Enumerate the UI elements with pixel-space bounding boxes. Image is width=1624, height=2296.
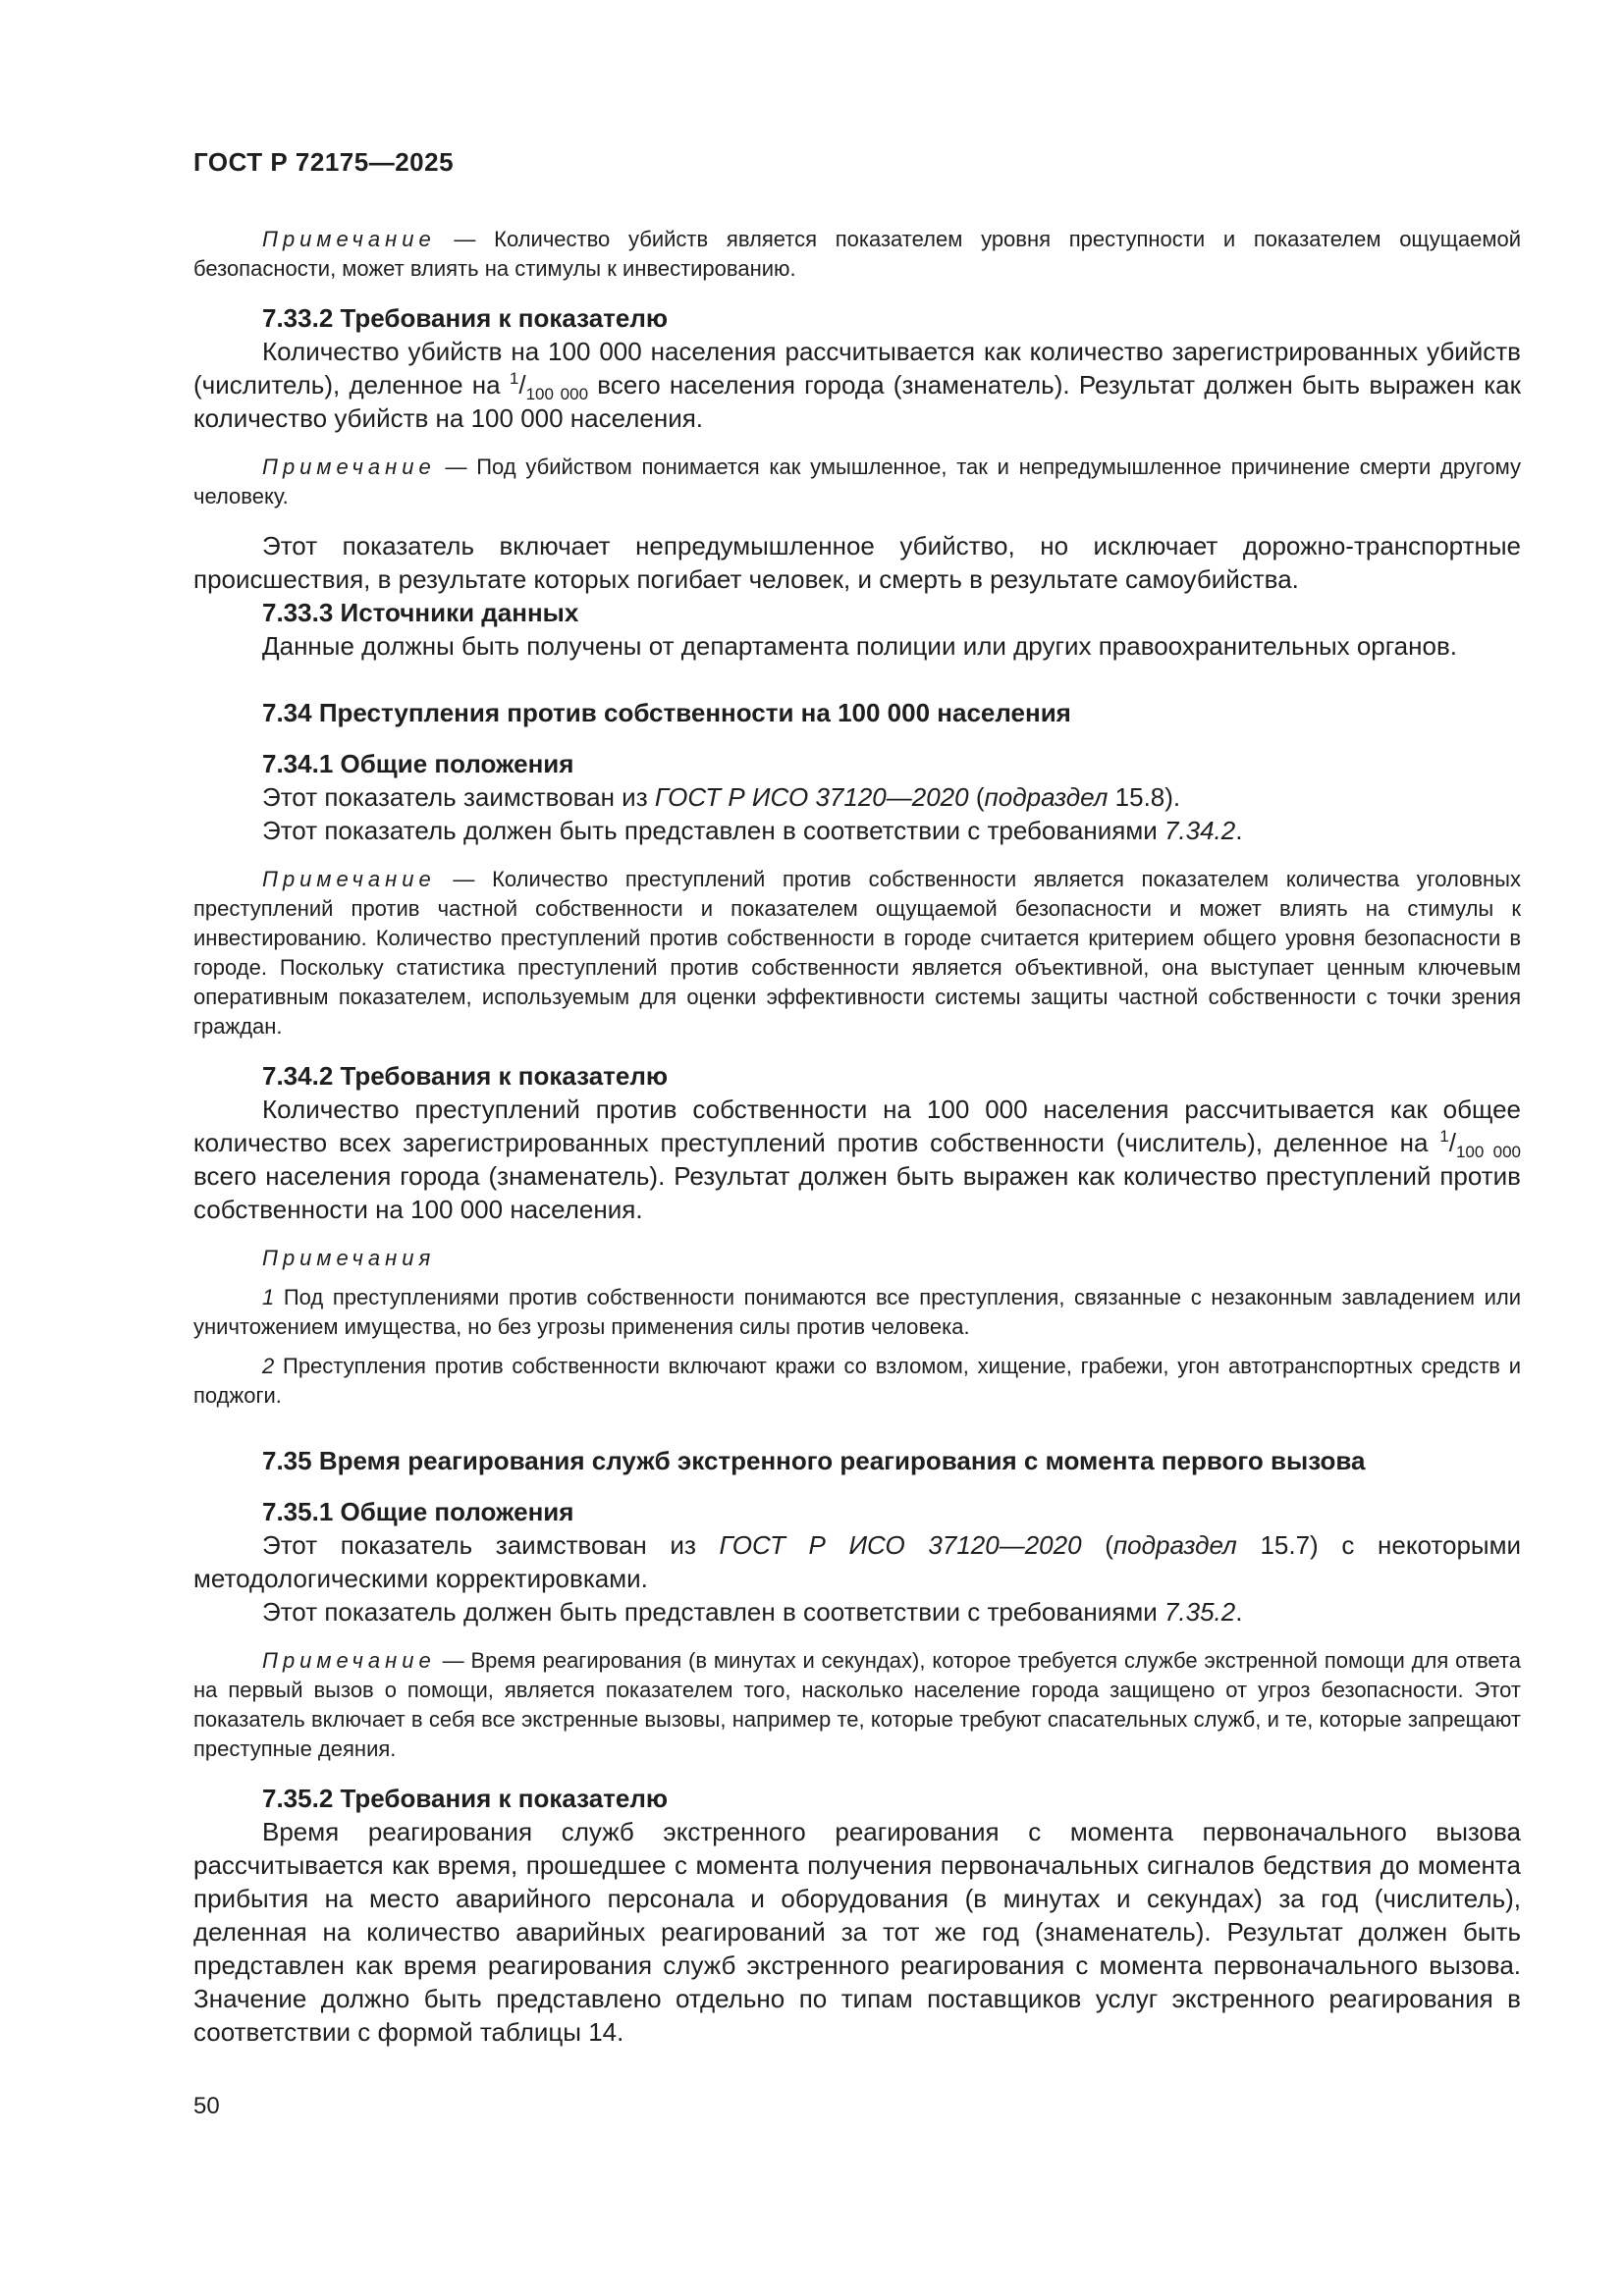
fraction [1439, 1127, 1522, 1161]
paragraph-7-35-1-2 [193, 1595, 1521, 1629]
standard-reference: ГОСТ Р ИСО 37120—2020 [719, 1530, 1082, 1560]
page-number: 50 [193, 2093, 220, 2119]
note-text: Под преступлениями против собственности понимаются все преступления, связанные с незаконным завладением или уничтожением имущества, но без угрозы применения силы против человека. [193, 1285, 1521, 1339]
note-number: 2 [262, 1354, 275, 1378]
fraction-denominator: 100 000 [525, 385, 589, 403]
note-text: Преступления против собственности включают кражи со взломом, хищение, грабежи, угон автотранспортных средств и поджоги. [193, 1354, 1521, 1408]
note-number: 1 [262, 1285, 275, 1309]
fraction-slash: / [1448, 1128, 1456, 1157]
text-run: . [1235, 816, 1243, 845]
note-label: Примечание [262, 867, 436, 891]
note-7-33-1 [193, 225, 1521, 284]
clause-reference: 7.35.2 [1164, 1597, 1236, 1627]
fraction-numerator: 1 [1439, 1127, 1449, 1146]
paragraph-7-35-2-1: Время реагирования служб экстренного реагирования с момента первоначального вызова рассчитывается как время, прошедшее с момента получения первоначальных сигналов бедствия до момента прибытия на место аварийного персонала и оборудования (в минутах и секундах) за год (числитель), деленная на количество аварийных реагирований за тот же год (знаменатель). Результат должен быть представлен как время реагирования служб экстренного реагирования с момента первоначального вызова. Значение должно быть представлено отдельно по типам поставщиков услуг экстренного реагирования в соответствии с формой таблицы 14. [193, 1817, 1521, 2047]
document-page [193, 147, 1521, 2049]
paragraph-7-35-1-1 [193, 1528, 1521, 1595]
fraction-denominator: 100 000 [1455, 1143, 1522, 1161]
note-label: Примечание [262, 454, 436, 479]
standard-reference: ГОСТ Р ИСО 37120—2020 [654, 782, 969, 812]
text-run: Этот показатель заимствован из [262, 1530, 720, 1560]
text-run: 15.7) с некоторыми методологическими корректировками. [193, 1530, 1521, 1593]
note-7-34-1 [193, 865, 1521, 1041]
notes-title: Примечания [262, 1246, 436, 1270]
note-text: — Под убийством понимается как умышленное, так и непредумышленное причинение смерти другому человеку. [193, 454, 1521, 508]
note-7-33-2 [193, 453, 1521, 511]
text-run: Этот показатель должен быть представлен в соответствии с требованиями [262, 816, 1164, 845]
heading-7-35-2: 7.35.2 Требования к показателю [262, 1784, 669, 1813]
subsection-word: подраздел [984, 782, 1109, 812]
text-run: ( [1081, 1530, 1113, 1560]
paragraph-7-34-2-1 [193, 1093, 1521, 1226]
clause-reference: 7.34.2 [1164, 816, 1236, 845]
text-run: . [1235, 1597, 1243, 1627]
text-run: Количество преступлений против собственности на 100 000 населения рассчитывается как общее количество всех зарегистрированных преступлений против собственности (числитель), деленное на [193, 1095, 1521, 1157]
paragraph-7-34-1-1 [193, 780, 1521, 814]
paragraph-7-34-1-2 [193, 814, 1521, 847]
paragraph-7-33-2-2: Этот показатель включает непредумышленное убийство, но исключает дорожно-транспортные происшествия, в результате которых погибает человек, и смерть в результате самоубийства. [193, 531, 1521, 594]
text-run: Этот показатель должен быть представлен в соответствии с требованиями [262, 1597, 1164, 1627]
document-title: ГОСТ Р 72175—2025 [193, 147, 455, 177]
text-run: всего населения города (знаменатель). Результат должен быть выражен как количество убийств на 100 000 населения. [193, 370, 1521, 433]
heading-7-34-2: 7.34.2 Требования к показателю [262, 1061, 669, 1091]
note-text: — Время реагирования (в минутах и секундах), которое требуется службе экстренной помощи для ответа на первый вызов о помощи, является показателем того, насколько население города защищено от угроз безопасности. Этот показатель включает в себя все экстренные вызовы, например те, которые требуют спасательных служб, и те, которые запрещают преступные деяния. [193, 1648, 1521, 1761]
text-run: 15.8). [1108, 782, 1181, 812]
fraction-numerator: 1 [509, 369, 519, 388]
text-run: Количество убийств на 100 000 населения рассчитывается как количество зарегистрированных убийств (числитель), деленное на [193, 337, 1521, 400]
heading-7-33-2: 7.33.2 Требования к показателю [262, 303, 669, 333]
note-7-35-1 [193, 1646, 1521, 1764]
heading-7-35: 7.35 Время реагирования служб экстренного реагирования с момента первого вызова [262, 1446, 1366, 1475]
heading-7-35-1: 7.35.1 Общие положения [262, 1497, 574, 1526]
heading-7-34-1: 7.34.1 Общие положения [262, 749, 574, 778]
fraction [509, 369, 589, 403]
text-run: всего населения города (знаменатель). Результат должен быть выражен как количество преступлений против собственности на 100 000 населения. [193, 1161, 1521, 1224]
subsection-word: подраздел [1112, 1530, 1237, 1560]
paragraph-7-33-2-1 [193, 335, 1521, 435]
paragraph-7-33-3-1: Данные должны быть получены от департамента полиции или других правоохранительных органов. [262, 631, 1457, 661]
fraction-slash: / [518, 370, 526, 400]
note-7-34-2-1 [193, 1283, 1521, 1342]
note-7-34-2-2 [193, 1352, 1521, 1411]
text-run: ( [968, 782, 985, 812]
note-text: — Количество убийств является показателем уровня преступности и показателем ощущаемой безопасности, может влиять на стимулы к инвестированию. [193, 227, 1521, 281]
note-label: Примечание [262, 1648, 436, 1673]
heading-7-34: 7.34 Преступления против собственности на 100 000 населения [262, 698, 1071, 727]
heading-7-33-3: 7.33.3 Источники данных [262, 598, 579, 627]
note-text: — Количество преступлений против собственности является показателем количества уголовных преступлений против частной собственности и показателем ощущаемой безопасности и может влиять на стимулы к инвестированию. Количество преступлений против собственности в городе считается критерием общего уровня безопасности в городе. Поскольку статистика преступлений против собственности является объективной, она выступает ценным ключевым оперативным показателем, используемым для оценки эффективности системы защиты частной собственности с точки зрения граждан. [193, 867, 1521, 1039]
note-label: Примечание [262, 227, 436, 251]
text-run: Этот показатель заимствован из [262, 782, 655, 812]
